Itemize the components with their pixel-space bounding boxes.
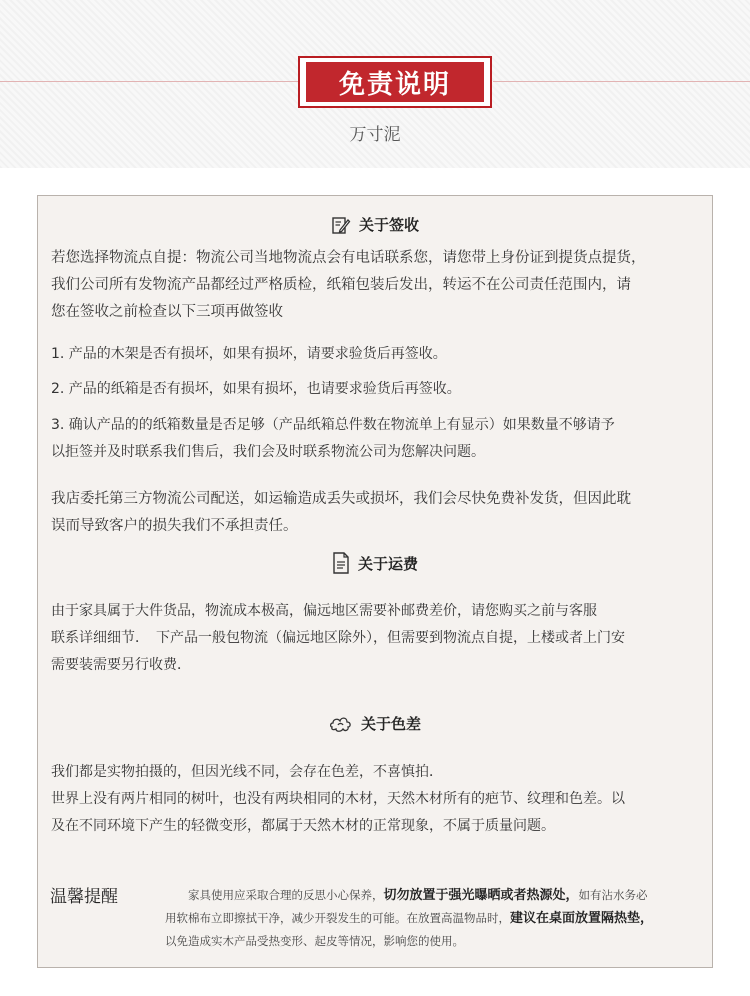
header-rule-right	[493, 81, 750, 82]
text-segment: 用软棉布立即擦拭干净，减少开裂发生的可能。在放置高温物品时，	[165, 911, 510, 925]
text-segment-bold: 切勿放置于强光曝晒或者热源处，	[383, 888, 579, 903]
signing-item-3	[51, 412, 711, 466]
shipping-text	[51, 598, 711, 679]
text-line: 我店委托第三方物流公司配送，如运输造成丢失或损坏，我们会尽快免费补发货，但因此耽	[51, 491, 631, 507]
text-line: 及在不同环境下产生的轻微变形，都属于天然木材的正常现象，不属于质量问题。	[51, 818, 555, 834]
signing-note	[51, 486, 711, 540]
text-line: 以拒签并及时联系我们售后，我们会及时联系物流公司为您解决问题。	[51, 444, 485, 460]
warm-tip-title: 温馨提醒	[50, 887, 118, 907]
page-title: 免责说明	[306, 62, 484, 102]
section-heading-label: 关于签收	[358, 216, 419, 234]
text-segment: 家具使用应采取合理的反思小心保养，	[165, 888, 384, 902]
text-line: 我们公司所有发物流产品都经过严格质检，纸箱包装后发出，转运不在公司责任范围内，请	[51, 277, 631, 293]
header-rule-left	[0, 81, 300, 82]
text-line: 以免造成实木产品受热变形、起皮等情况，影响您的使用。	[165, 934, 464, 948]
text-line	[165, 884, 710, 907]
text-line: 世界上没有两片相同的树叶，也没有两块相同的木材，天然木材所有的疤节、纹理和色差。以	[51, 791, 625, 807]
section-heading-shipping	[0, 552, 750, 574]
text-line: 由于家具属于大件货品，物流成本极高，偏远地区需要补邮费差价，请您购买之前与客服	[51, 603, 597, 619]
section-heading-signing	[0, 214, 750, 235]
text-line: 2. 产品的纸箱是否有损坏，如果有损坏，也请要求验货后再签收。	[51, 381, 461, 397]
pen-note-icon	[331, 215, 351, 235]
warm-tip-text	[165, 884, 710, 953]
section-heading-color	[0, 713, 750, 734]
text-line: 我们都是实物拍摄的，但因光线不同，会存在色差，不喜慎拍．	[51, 764, 443, 780]
text-segment: 如有沾水务必	[578, 888, 648, 902]
document-icon	[332, 552, 350, 574]
text-line: 若您选择物流点自提：物流公司当地物流点会有电话联系您，请您带上身份证到提货点提货，	[51, 250, 646, 266]
text-line: 误而导致客户的损失我们不承担责任。	[51, 518, 298, 534]
section-heading-label: 关于运费	[357, 554, 418, 573]
text-line: 3. 确认产品的的纸箱数量是否足够（产品纸箱总件数在物流单上有显示）如果数量不够请予	[51, 417, 615, 433]
brand-subtitle: 万寸泥	[349, 125, 401, 145]
text-segment-bold: 建议在桌面放置隔热垫，	[510, 911, 654, 926]
text-line: 需要装需要另行收费．	[51, 657, 191, 673]
cloud-swirl-icon	[329, 714, 353, 734]
text-line: 您在签收之前检查以下三项再做签收	[51, 304, 283, 320]
signing-intro	[51, 245, 711, 326]
section-heading-label: 关于色差	[360, 715, 421, 733]
color-text	[51, 759, 711, 840]
signing-item-1	[51, 341, 711, 368]
text-line: 1. 产品的木架是否有损坏，如果有损坏，请要求验货后再签收。	[51, 346, 447, 362]
text-line	[165, 907, 710, 930]
signing-item-2	[51, 376, 711, 403]
text-line: 联系详细细节． 下产品一般包物流（偏远地区除外），但需要到物流点自提，上楼或者上门安	[51, 630, 625, 646]
